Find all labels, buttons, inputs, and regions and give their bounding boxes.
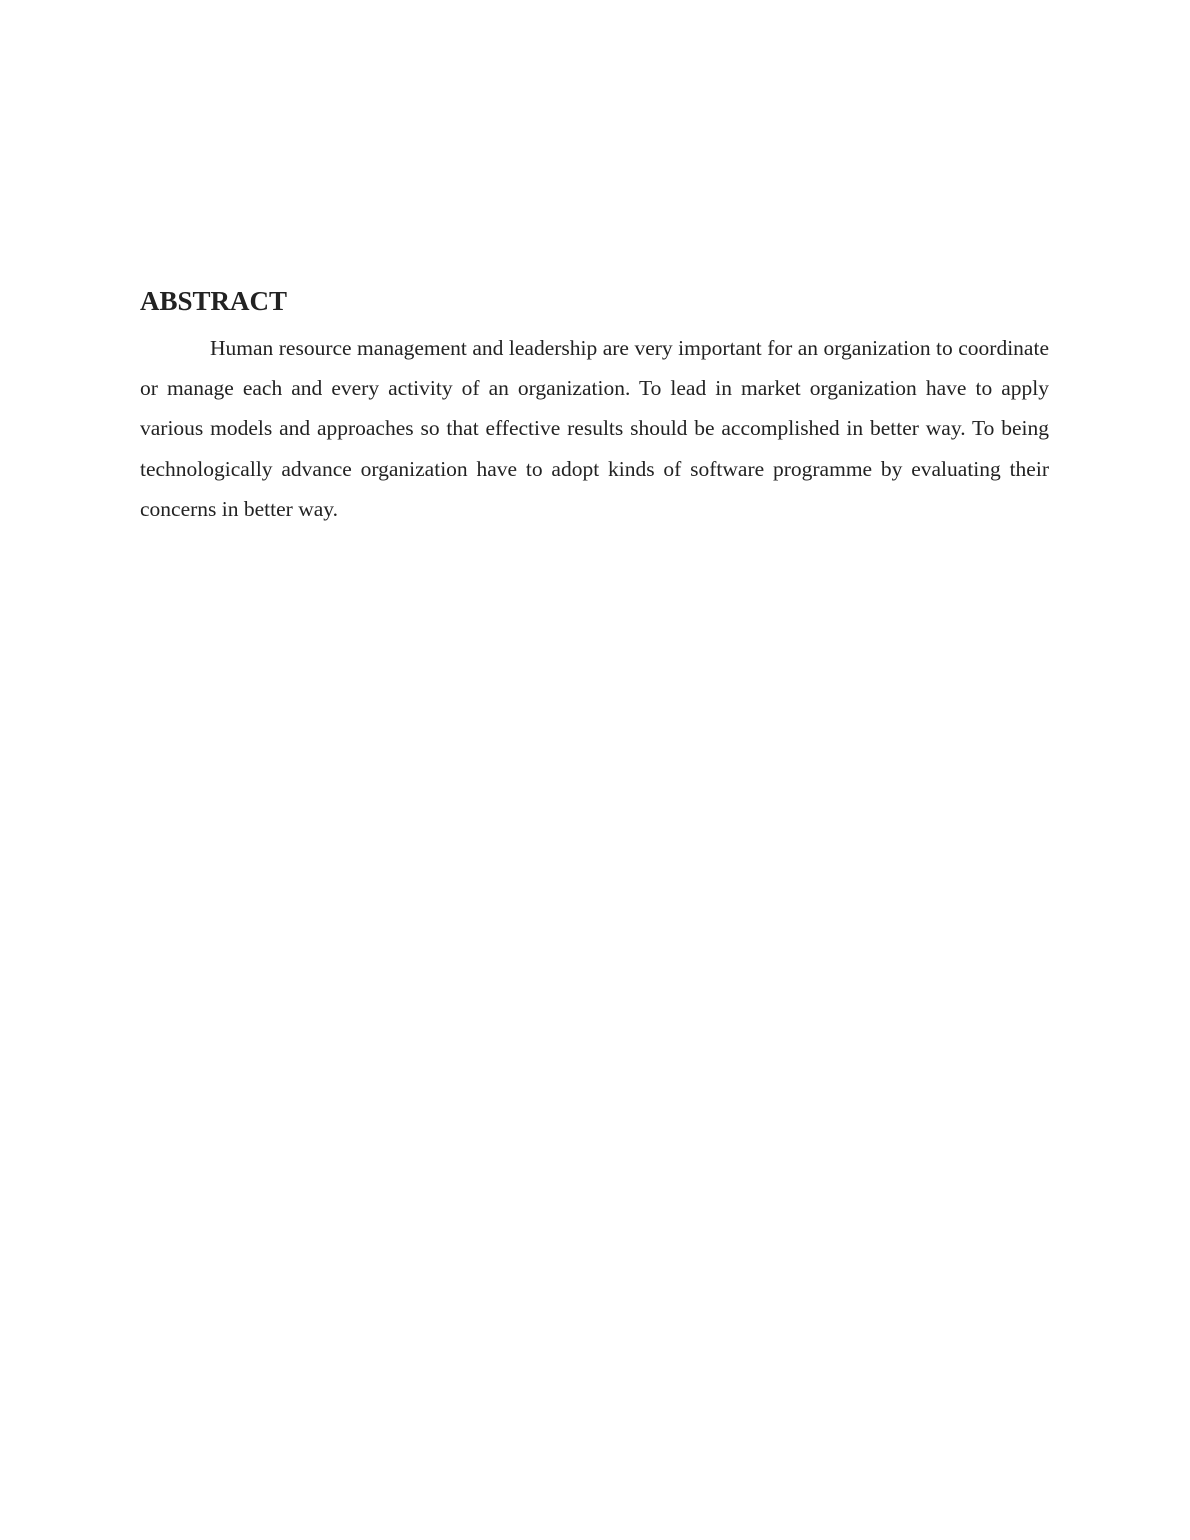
abstract-heading: ABSTRACT [140, 286, 288, 316]
abstract-paragraph: Human resource management and leadership are very important for an organization to coordinate or manage each and every activity of an organization. To lead in market organization have to apply various models and approaches so that effective results should be accomplished in better way. To being technologically advance organization have to adopt kinds of software programme by evaluating their concerns in better way. [140, 336, 1049, 521]
abstract-section [140, 284, 1049, 529]
